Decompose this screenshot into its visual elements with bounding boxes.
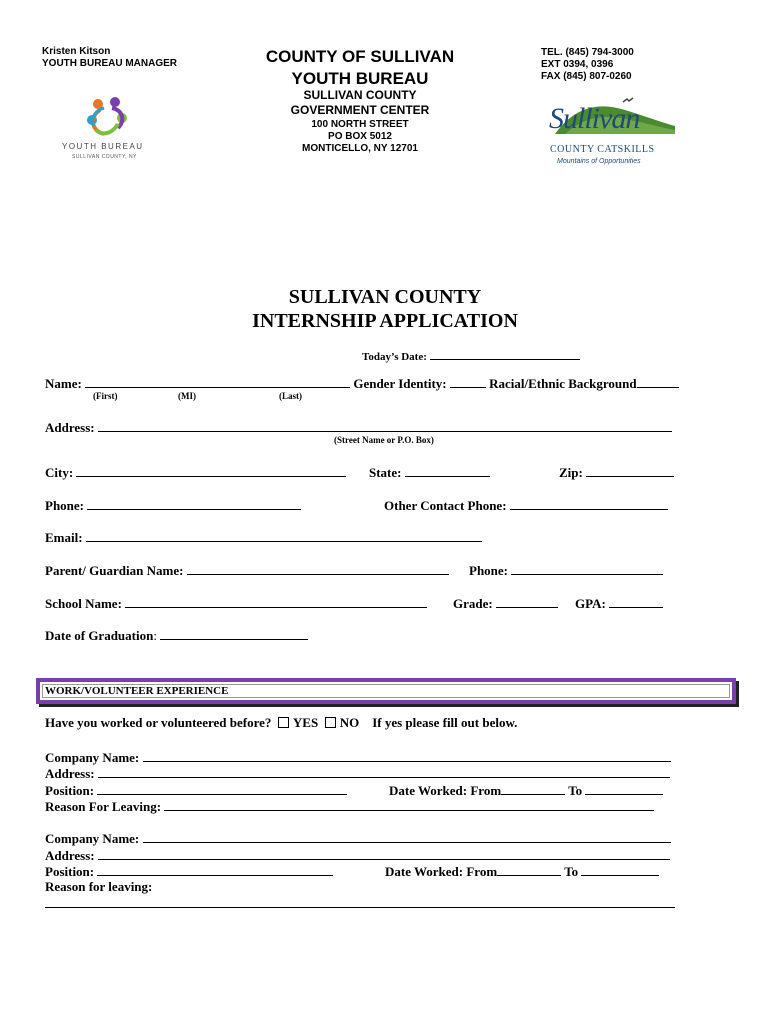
other-phone-row <box>384 497 668 514</box>
experience-question: Have you worked or volunteered before? <box>45 715 272 730</box>
company-1-reason-row <box>45 798 654 815</box>
catskills-logo-tagline: Mountains of Opportunities <box>557 158 641 165</box>
company-1-input[interactable] <box>143 749 671 762</box>
graduation-row: Date of Graduation: <box>45 627 308 644</box>
gpa-input[interactable] <box>609 595 663 608</box>
company-1-position-input[interactable] <box>97 782 347 795</box>
name-first-hint: (First) <box>93 391 118 401</box>
race-label: Racial/Ethnic Background <box>489 376 637 391</box>
state-row <box>369 464 490 481</box>
company-2-label: Company Name: <box>45 831 140 846</box>
grade-label: Grade: <box>453 596 493 611</box>
zip-row <box>559 464 674 481</box>
extension: EXT 0394, 0396 <box>541 59 614 70</box>
address-line-2: PO BOX 5012 <box>328 131 392 142</box>
email-row <box>45 529 482 546</box>
guardian-input[interactable] <box>187 562 449 575</box>
other-phone-input[interactable] <box>510 497 668 510</box>
address-line-3: MONTICELLO, NY 12701 <box>302 143 418 154</box>
yes-checkbox[interactable] <box>278 717 289 728</box>
guardian-phone-label: Phone: <box>469 563 508 578</box>
state-label: State: <box>369 465 402 480</box>
company-1-position-row <box>45 782 347 799</box>
company-1-reason-label: Reason For Leaving: <box>45 799 162 814</box>
youth-bureau-logo <box>60 96 160 166</box>
gender-label: Gender Identity: <box>353 376 447 391</box>
name-mi-hint: (MI) <box>178 391 196 401</box>
company-2-address-row <box>45 847 670 864</box>
sullivan-catskills-logo <box>545 96 680 174</box>
email-label: Email: <box>45 530 83 545</box>
company-2-to-label: To <box>564 864 579 879</box>
org-line-2: YOUTH BUREAU <box>291 69 429 88</box>
company-1-reason-input[interactable] <box>164 798 654 811</box>
school-row <box>45 595 427 612</box>
other-phone-label: Other Contact Phone: <box>384 498 507 513</box>
name-last-hint: (Last) <box>279 391 302 401</box>
company-1-address-label: Address: <box>45 766 95 781</box>
telephone: TEL. (845) 794-3000 <box>541 47 634 58</box>
company-2-input[interactable] <box>143 830 671 843</box>
phone-input[interactable] <box>87 497 301 510</box>
address-label: Address: <box>45 420 95 435</box>
todays-date-input[interactable] <box>430 347 580 360</box>
company-1-from-label: Date Worked: From <box>389 783 502 798</box>
company-2-from-input[interactable] <box>497 863 561 876</box>
experience-question-row <box>45 715 517 731</box>
address-input[interactable] <box>98 419 672 432</box>
company-1-label: Company Name: <box>45 750 140 765</box>
phone-row <box>45 497 301 514</box>
company-1-dates-row <box>389 782 663 799</box>
address-row <box>45 419 672 436</box>
guardian-row <box>45 562 449 579</box>
grade-row <box>453 595 558 612</box>
name-input[interactable] <box>85 375 350 388</box>
graduation-label: Date of Graduation <box>45 628 154 643</box>
company-2-position-input[interactable] <box>97 863 333 876</box>
company-1-position-label: Position: <box>45 783 95 798</box>
youth-bureau-logo-sub: SULLIVAN COUNTY, NY <box>72 154 137 160</box>
todays-date-label: Today’s Date: <box>362 351 427 363</box>
if-yes-note: If yes please fill out below. <box>372 715 518 730</box>
race-input[interactable] <box>637 375 679 388</box>
company-2-address-input[interactable] <box>98 847 670 860</box>
school-label: School Name: <box>45 596 122 611</box>
company-1-address-input[interactable] <box>98 765 670 778</box>
street-hint: (Street Name or P.O. Box) <box>334 435 434 445</box>
zip-input[interactable] <box>586 464 674 477</box>
guardian-phone-input[interactable] <box>511 562 663 575</box>
company-1-to-label: To <box>568 783 583 798</box>
experience-section-title: WORK/VOLUNTEER EXPERIENCE <box>45 685 229 697</box>
gender-input[interactable] <box>450 375 486 388</box>
city-row <box>45 464 346 481</box>
company-2-from-label: Date Worked: From <box>385 864 498 879</box>
email-input[interactable] <box>86 529 482 542</box>
name-label: Name: <box>45 376 82 391</box>
guardian-label: Parent/ Guardian Name: <box>45 563 184 578</box>
manager-title: YOUTH BUREAU MANAGER <box>42 58 177 69</box>
zip-label: Zip: <box>559 465 583 480</box>
school-input[interactable] <box>125 595 427 608</box>
name-row <box>45 375 679 392</box>
company-2-to-input[interactable] <box>581 863 659 876</box>
state-input[interactable] <box>405 464 490 477</box>
gpa-label: GPA: <box>575 596 606 611</box>
company-2-position-label: Position: <box>45 864 95 879</box>
company-2-row <box>45 830 671 847</box>
experience-section-header <box>36 678 736 704</box>
todays-date-row <box>362 347 580 363</box>
fax: FAX (845) 807-0260 <box>541 71 632 82</box>
company-1-row <box>45 749 671 766</box>
company-2-reason-input[interactable] <box>45 907 675 908</box>
city-input[interactable] <box>76 464 346 477</box>
company-1-address-row <box>45 765 670 782</box>
form-title-line-1: SULLIVAN COUNTY <box>288 286 482 308</box>
youth-bureau-logo-icon <box>60 96 160 140</box>
company-1-to-input[interactable] <box>585 782 663 795</box>
catskills-logo-county: COUNTY CATSKILLS <box>550 144 655 155</box>
graduation-input[interactable] <box>160 627 308 640</box>
youth-bureau-logo-text: YOUTH BUREAU <box>62 142 144 151</box>
address-line-1: 100 NORTH STREET <box>311 119 409 130</box>
gov-line-1: SULLIVAN COUNTY <box>303 88 417 102</box>
catskills-logo-word: Sullivan <box>549 102 640 135</box>
company-2-position-row <box>45 863 333 880</box>
yes-label: YES <box>292 715 319 730</box>
company-2-reason-row <box>45 879 152 895</box>
guardian-phone-row <box>469 562 663 579</box>
company-1-from-input[interactable] <box>501 782 565 795</box>
manager-name: Kristen Kitson <box>42 46 111 57</box>
no-checkbox[interactable] <box>325 717 336 728</box>
form-title-line-2: INTERNSHIP APPLICATION <box>252 310 518 332</box>
phone-label: Phone: <box>45 498 84 513</box>
no-label: NO <box>339 715 360 730</box>
gov-line-2: GOVERNMENT CENTER <box>290 103 430 117</box>
company-2-reason-label: Reason for leaving: <box>45 879 153 894</box>
grade-input[interactable] <box>496 595 558 608</box>
gpa-row <box>575 595 663 612</box>
city-label: City: <box>45 465 74 480</box>
org-line-1: COUNTY OF SULLIVAN <box>265 47 455 66</box>
company-2-dates-row <box>385 863 659 880</box>
company-2-address-label: Address: <box>45 848 95 863</box>
